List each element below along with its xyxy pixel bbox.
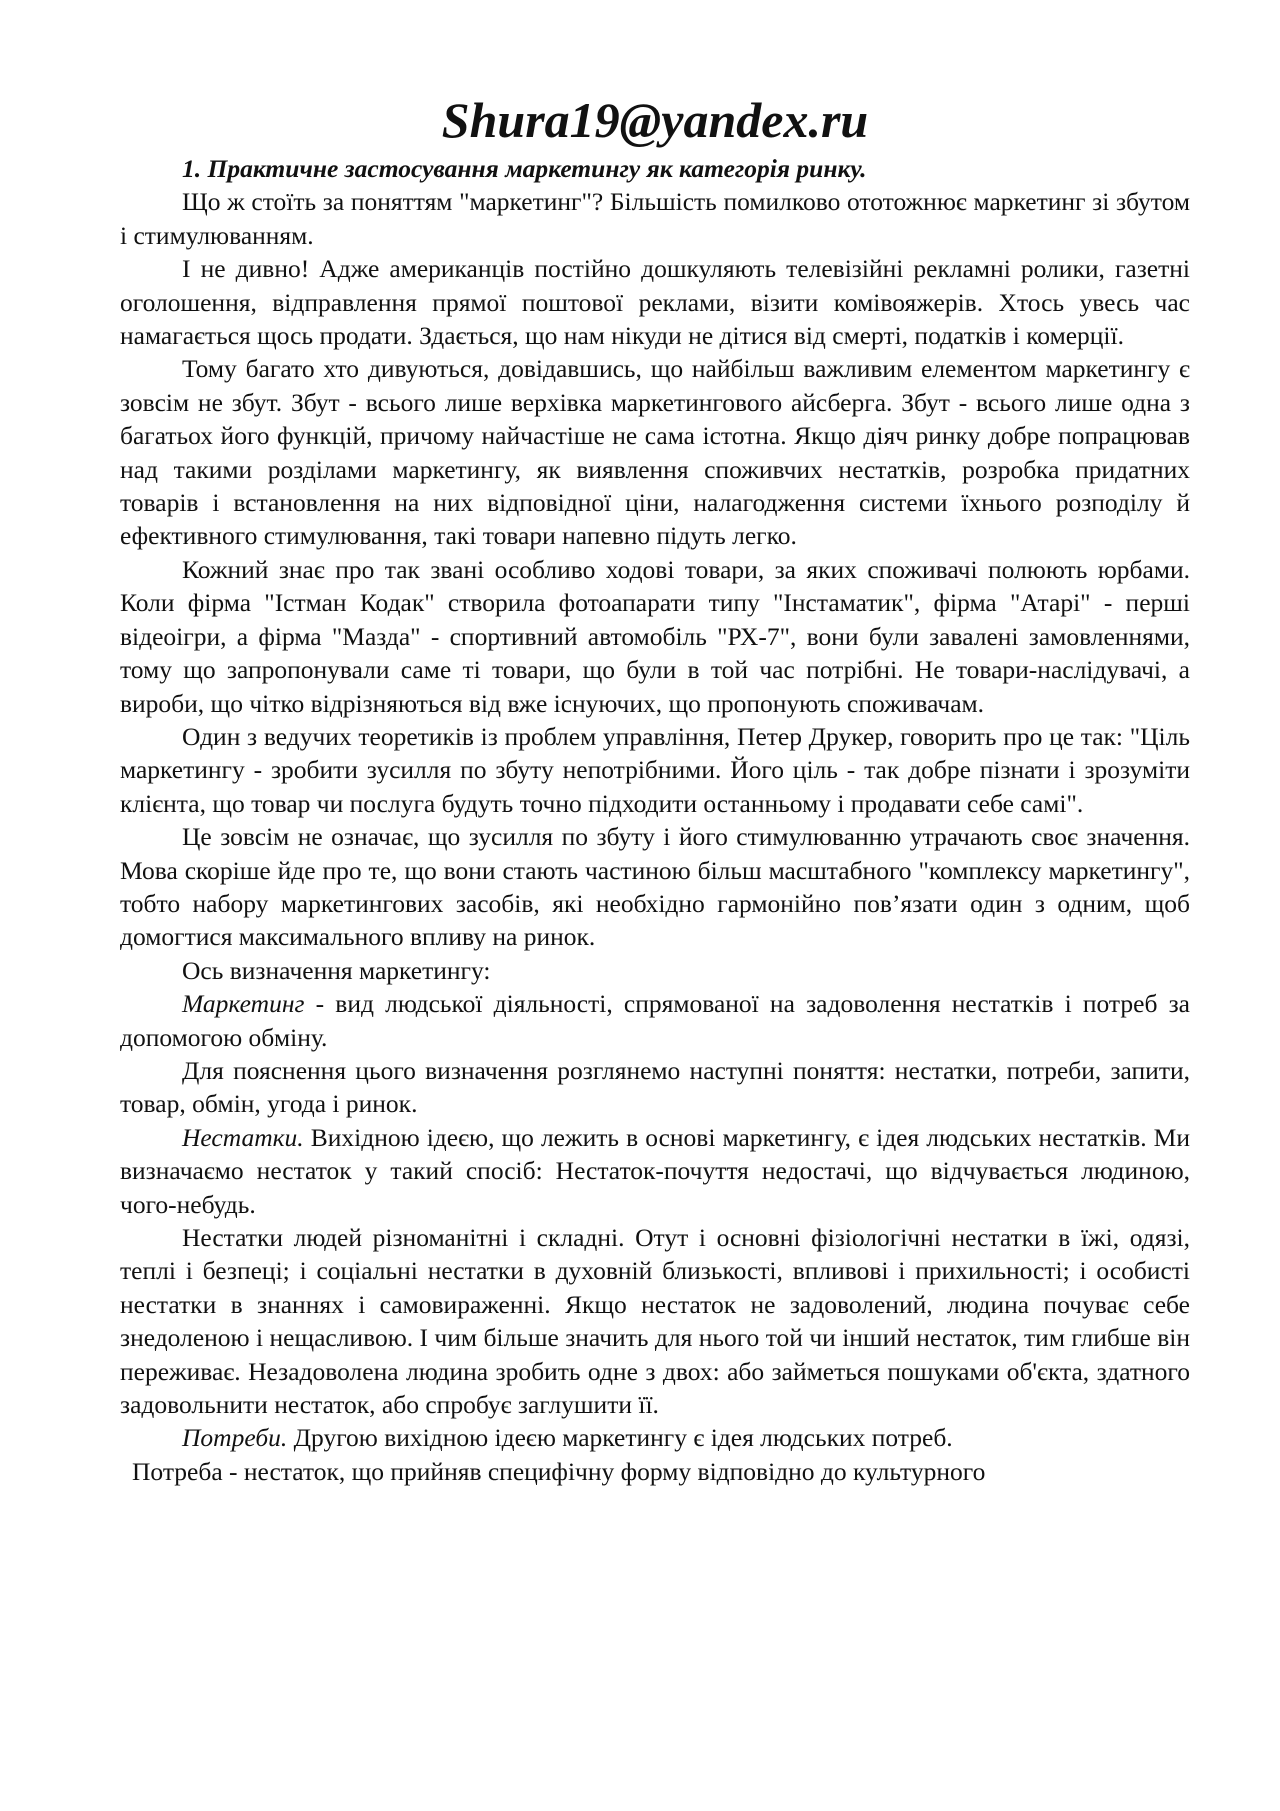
paragraph-needs: Нестатки. Вихідною ідеєю, що лежить в основі маркетингу, є ідея людських нестатків. Ми визначаємо нестаток у такий спосіб: Нестаток-почуття недостачі, що відчувається людиною, чого-небудь.	[120, 1122, 1190, 1219]
paragraph: Що ж стоїть за поняттям "маркетинг"? Більшість помилково ототожнює маркетинг зі збутом і стимулюванням.	[120, 187, 1190, 250]
paragraph: Нестатки людей різноманітні і складні. Отут і основні фізіологічні нестатки в їжі, одязі, теплі і безпеці; і соціальні нестатки в духовній близькості, впливові і прихильності; і особисті нестатки в знаннях і самовираженні. Якщо нестаток не задоволений, людина почуває себе знедоленою і нещасливою. І чим більше значить для нього той чи інший нестаток, тим глибше він переживає. Незадоволена людина зробить одне з двох: або займеться пошуками об'єкта, здатного задовольнити нестаток, або спробує заглушити її.	[120, 1223, 1190, 1420]
paragraph-wants: Потреби. Другою вихідною ідеєю маркетингу є ідея людських потреб.	[182, 1423, 953, 1453]
paragraph: Ось визначення маркетингу:	[182, 955, 491, 985]
paragraph: І не дивно! Адже американців постійно дошкуляють телевізійні рекламні ролики, газетні оголошення, відправлення прямої поштової реклами, візити комівояжерів. Хтось увесь час намагається щось продати. Здається, що нам нікуди не дітися від смерті, податків і комерції.	[120, 254, 1190, 351]
document-body	[120, 88, 1190, 1488]
paragraph: Це зовсім не означає, що зусилля по збуту і його стимулюванню утрачають своє значення. Мова скоріше йде про те, що вони стають частиною більш масштабного "комплексу маркетингу", тобто набору маркетингових засобів, які необхідно гармонійно пов’язати один з одним, щоб домогтися максимального впливу на ринок.	[120, 822, 1190, 952]
paragraph: Тому багато хто дивуються, довідавшись, що найбільш важливим елементом маркетингу є зовсім не збут. Збут - всього лише верхівка маркетингового айсберга. Збут - всього лише одна з багатьох його функцій, причому найчастіше не сама істотна. Якщо діяч ринку добре попрацював над такими розділами маркетингу, як виявлення споживчих нестатків, розробка придатних товарів і встановлення на них відповідної ціни, налагодження системи їхнього розподілу й ефективного стимулювання, такі товари напевно підуть легко.	[120, 354, 1190, 551]
paragraph-continued: Потреба - нестаток, що прийняв специфічну форму відповідно до культурного	[132, 1456, 986, 1486]
email-heading: Shura19@yandex.ru	[441, 92, 869, 148]
term-marketing: Маркетинг	[182, 989, 305, 1019]
paragraph-definition: Маркетинг - вид людської діяльності, спрямованої на задоволення нестатків і потреб за допомогою обміну.	[120, 989, 1190, 1052]
section-title: 1. Практичне застосування маркетингу як категорія ринку.	[182, 154, 867, 183]
paragraph: Один з ведучих теоретиків із проблем управління, Петер Друкер, говорить про це так: "Ціль маркетингу - зробити зусилля по збуту непотрібними. Його ціль - так добре пізнати і зрозуміти клієнта, що товар чи послуга будуть точно підходити останньому і продавати себе самі".	[120, 721, 1190, 818]
term-needs: Нестатки.	[182, 1122, 304, 1152]
paragraph: Кожний знає про так звані особливо ходові товари, за яких споживачі полюють юрбами. Коли фірма "Істман Кодак" створила фотоапарати типу "Інстаматик", фірма "Атарі" - перші відеоігри, а фірма "Мазда" - спортивний автомобіль "РХ-7", вони були завалені замовленнями, тому що запропонували саме ті товари, що були в той час потрібні. Не товари-наслідувачі, а вироби, що чітко відрізняються від вже існуючих, що пропонують споживачам.	[120, 554, 1190, 718]
paragraph: Для пояснення цього визначення розглянемо наступні поняття: нестатки, потреби, запити, товар, обмін, угода і ринок.	[120, 1055, 1190, 1119]
term-wants: Потреби.	[182, 1423, 288, 1453]
